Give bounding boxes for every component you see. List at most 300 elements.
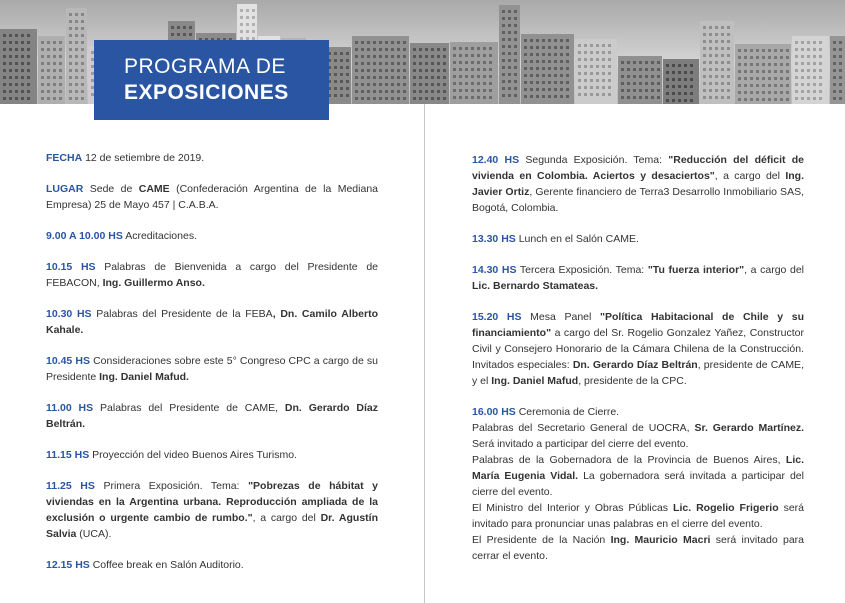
building-window (431, 48, 434, 51)
building-window (678, 78, 681, 81)
building-window (721, 26, 724, 29)
building-window (514, 80, 517, 83)
building-window (459, 89, 462, 92)
building-window (240, 9, 243, 12)
building-window (807, 90, 810, 93)
building-window (709, 54, 712, 57)
building-window (657, 82, 660, 85)
building-window (334, 80, 337, 83)
building-window (542, 95, 545, 98)
building-window (437, 97, 440, 100)
building-window (657, 75, 660, 78)
program-text: será invitado para pronunciar unas palabras en el cierre del evento. (472, 502, 805, 530)
building-window (684, 92, 687, 95)
building-window (465, 68, 468, 71)
building-window (813, 97, 816, 100)
building-window (608, 86, 611, 89)
program-time-label: 11.00 HS (46, 402, 94, 414)
building-window (489, 68, 492, 71)
building-window (75, 48, 78, 51)
building-window (9, 34, 12, 37)
building-window (391, 62, 394, 65)
building-window (602, 51, 605, 54)
building-window (762, 98, 765, 101)
building-window (738, 49, 741, 52)
building-window (240, 30, 243, 33)
building-window (542, 81, 545, 84)
building-window (721, 47, 724, 50)
building-window (839, 69, 842, 72)
building-window (738, 84, 741, 87)
building-window (786, 56, 789, 59)
program-text: Dn. Gerardo Díaz Beltrán (572, 359, 698, 371)
building-window (69, 20, 72, 23)
building-window (514, 59, 517, 62)
building-window (373, 76, 376, 79)
building-window (762, 49, 765, 52)
building-window (839, 41, 842, 44)
building-window (171, 33, 174, 36)
building-window (425, 90, 428, 93)
building-window (75, 27, 78, 30)
building-window (246, 9, 249, 12)
building-window (489, 75, 492, 78)
building-window (672, 78, 675, 81)
building-window (15, 90, 18, 93)
building-window (756, 84, 759, 87)
building-window (744, 49, 747, 52)
building-window (459, 75, 462, 78)
building-window (590, 51, 593, 54)
building-window (373, 48, 376, 51)
building-window (431, 76, 434, 79)
building-window (334, 52, 337, 55)
building-window (684, 64, 687, 67)
building-window (666, 71, 669, 74)
program-text: será invitado para cerrar el evento. (472, 534, 804, 562)
program-text: , Gerente financiero de Terra3 Desarrollo Inmobiliario SAS, Bogotá, Colombia. (472, 186, 804, 214)
building-window (709, 26, 712, 29)
building-window (9, 69, 12, 72)
title-line-1: PROGRAMA DE (124, 55, 286, 78)
building-window (807, 76, 810, 79)
building-window (53, 55, 56, 58)
building-window (53, 62, 56, 65)
building-window (795, 90, 798, 93)
building-window (715, 89, 718, 92)
building-window (397, 90, 400, 93)
building-window (477, 89, 480, 92)
building-window (391, 48, 394, 51)
building-window (385, 83, 388, 86)
building-window (738, 63, 741, 66)
building-window (413, 69, 416, 72)
building-window (524, 67, 527, 70)
building-window (738, 98, 741, 101)
building-window (703, 75, 706, 78)
building-window (502, 94, 505, 97)
program-time-label: 12.40 HS (472, 154, 520, 166)
building-window (530, 60, 533, 63)
building-window (373, 83, 376, 86)
building-window (768, 84, 771, 87)
program-text: Palabras del Presidente de la FEBA (91, 308, 273, 320)
building-window (672, 99, 675, 102)
building-window (502, 17, 505, 20)
building-window (590, 93, 593, 96)
building-window (453, 47, 456, 50)
building-window (15, 41, 18, 44)
building-window (762, 70, 765, 73)
building-window (666, 78, 669, 81)
building-window (542, 53, 545, 56)
building-window (554, 74, 557, 77)
program-text: Sede de (83, 183, 139, 195)
building-window (839, 55, 842, 58)
building-window (684, 85, 687, 88)
building-window (69, 76, 72, 79)
building-window (590, 65, 593, 68)
building-window (721, 61, 724, 64)
building-window (756, 98, 759, 101)
program-text: "Política Habitacional de Chile y su financiamiento" (472, 311, 805, 339)
building-window (477, 47, 480, 50)
building-window (780, 77, 783, 80)
building-window (645, 61, 648, 64)
building-window (27, 76, 30, 79)
building-window (780, 70, 783, 73)
building-window (690, 92, 693, 95)
building-window (639, 96, 642, 99)
program-text: Lunch en el Salón CAME. (515, 233, 639, 245)
building-window (41, 48, 44, 51)
building-window (413, 90, 416, 93)
building-window (801, 48, 804, 51)
building-window (627, 96, 630, 99)
building-window (361, 69, 364, 72)
building-window (833, 48, 836, 51)
building-window (819, 48, 822, 51)
building-window (15, 83, 18, 86)
building-window (69, 97, 72, 100)
building-window (715, 47, 718, 50)
building-window (483, 96, 486, 99)
building-window (744, 84, 747, 87)
building-window (727, 75, 730, 78)
building-window (554, 88, 557, 91)
building-window (715, 82, 718, 85)
building-window (807, 55, 810, 58)
building-window (483, 47, 486, 50)
program-item (472, 404, 804, 564)
building-window (367, 69, 370, 72)
building-window (596, 72, 599, 75)
building-window (361, 83, 364, 86)
building-window (47, 41, 50, 44)
building-window (391, 55, 394, 58)
program-title-box (94, 40, 329, 120)
building-window (41, 76, 44, 79)
building-window (721, 96, 724, 99)
building-window (721, 68, 724, 71)
building-window (690, 78, 693, 81)
building-window (750, 98, 753, 101)
building-window (548, 46, 551, 49)
building-window (27, 34, 30, 37)
building-window (666, 64, 669, 67)
building-window (584, 86, 587, 89)
building-window (524, 81, 527, 84)
building-window (403, 62, 406, 65)
building-window (590, 86, 593, 89)
building-window (177, 33, 180, 36)
building-window (443, 62, 446, 65)
building-window (391, 97, 394, 100)
building-window (602, 79, 605, 82)
building-window (542, 74, 545, 77)
building-window (340, 80, 343, 83)
building-window (459, 47, 462, 50)
building-window (443, 97, 446, 100)
building-window (75, 90, 78, 93)
building-window (554, 95, 557, 98)
building-window (437, 76, 440, 79)
building-window (397, 55, 400, 58)
building-window (465, 82, 468, 85)
building-window (554, 81, 557, 84)
building-window (373, 55, 376, 58)
building-window (639, 82, 642, 85)
building-window (41, 62, 44, 65)
building-window (425, 97, 428, 100)
building-window (27, 69, 30, 72)
building-window (602, 44, 605, 47)
building-window (608, 93, 611, 96)
building-window (21, 76, 24, 79)
building-window (346, 59, 349, 62)
building-window (801, 41, 804, 44)
building-window (15, 34, 18, 37)
building-window (744, 63, 747, 66)
program-time-label: FECHA (46, 152, 83, 164)
building-window (252, 9, 255, 12)
building-window (684, 99, 687, 102)
building-window (801, 69, 804, 72)
building-window (530, 46, 533, 49)
building-window (639, 75, 642, 78)
building-window (477, 68, 480, 71)
building-window (453, 68, 456, 71)
building-window (27, 97, 30, 100)
building-window (419, 97, 422, 100)
column-divider (424, 104, 425, 603)
building-window (508, 17, 511, 20)
building-window (807, 69, 810, 72)
building-window (502, 66, 505, 69)
building-window (15, 62, 18, 65)
building-window (373, 97, 376, 100)
program-item (46, 400, 378, 432)
building-window (59, 55, 62, 58)
building-window (786, 84, 789, 87)
program-text: Lic. María Eugenia Vidal. (472, 454, 804, 482)
building-window (3, 62, 6, 65)
building-window (385, 41, 388, 44)
building-window (189, 33, 192, 36)
building-window (744, 91, 747, 94)
building-window (419, 62, 422, 65)
building-window (355, 90, 358, 93)
building-window (657, 68, 660, 71)
building-window (59, 41, 62, 44)
building-window (59, 48, 62, 51)
building-window (813, 55, 816, 58)
building-window (15, 69, 18, 72)
building-window (813, 90, 816, 93)
building-window (678, 92, 681, 95)
program-text: Proyección del video Buenos Aires Turismo. (89, 449, 297, 461)
building-window (621, 89, 624, 92)
left-column (46, 150, 378, 588)
building-window (786, 49, 789, 52)
building-window (367, 97, 370, 100)
building-window (651, 61, 654, 64)
building-window (774, 98, 777, 101)
program-time-label: 11.15 HS (46, 449, 90, 461)
building-window (465, 75, 468, 78)
building-window (608, 79, 611, 82)
building-window (721, 82, 724, 85)
building-window (762, 91, 765, 94)
building-window (578, 58, 581, 61)
building-window (542, 67, 545, 70)
building-window (69, 13, 72, 16)
building-window (584, 72, 587, 75)
building-window (21, 83, 24, 86)
program-text: Palabras del Secretario General de UOCRA, (472, 422, 695, 434)
program-text: Coffee break en Salón Auditorio. (89, 559, 244, 571)
building-window (81, 83, 84, 86)
building-window (489, 96, 492, 99)
building-window (465, 89, 468, 92)
building-window (47, 76, 50, 79)
program-text: CAME (138, 183, 170, 195)
building-window (774, 77, 777, 80)
building-window (813, 69, 816, 72)
building-window (727, 61, 730, 64)
building-window (801, 55, 804, 58)
building-window (602, 65, 605, 68)
building-window (346, 80, 349, 83)
program-time-label: 10.30 HS (46, 308, 92, 320)
building-window (21, 90, 24, 93)
building-window (768, 49, 771, 52)
program-text: Sr. Gerardo Martínez. (694, 422, 804, 434)
building-window (514, 87, 517, 90)
building-window (839, 48, 842, 51)
building-window (715, 68, 718, 71)
building-window (639, 61, 642, 64)
program-text: "Tu fuerza interior" (647, 264, 745, 276)
building-window (536, 95, 539, 98)
building-window (483, 75, 486, 78)
building-window (81, 27, 84, 30)
building-window (431, 55, 434, 58)
building-window (703, 47, 706, 50)
building-window (813, 76, 816, 79)
building-window (419, 48, 422, 51)
building-window (651, 96, 654, 99)
building-window (566, 60, 569, 63)
building-window (361, 97, 364, 100)
building-window (367, 76, 370, 79)
building-window (41, 83, 44, 86)
building-window (560, 81, 563, 84)
building-window (672, 71, 675, 74)
building-window (9, 55, 12, 58)
building-window (81, 13, 84, 16)
building-window (346, 87, 349, 90)
building-window (240, 16, 243, 19)
building-window (59, 62, 62, 65)
building-window (508, 59, 511, 62)
building-window (548, 74, 551, 77)
building-window (554, 60, 557, 63)
building-window (391, 76, 394, 79)
building-window (542, 60, 545, 63)
building-window (437, 90, 440, 93)
building-window (833, 55, 836, 58)
building-window (819, 90, 822, 93)
program-item (46, 557, 378, 573)
building-window (709, 33, 712, 36)
building-window (780, 56, 783, 59)
program-text: , a cargo del (714, 170, 786, 182)
program-text: (Confederación Argentina de la Mediana Empresa) 25 de Mayo 457 | C.A.B.A. (46, 183, 378, 211)
building-window (566, 46, 569, 49)
building-window (355, 76, 358, 79)
building-window (391, 83, 394, 86)
building-window (786, 70, 789, 73)
building-window (81, 76, 84, 79)
building-window (715, 61, 718, 64)
building-window (768, 70, 771, 73)
building-window (721, 33, 724, 36)
building-window (548, 67, 551, 70)
program-text: Consideraciones sobre este 5° Congreso CPC a cargo de su Presidente (46, 355, 379, 383)
building-window (334, 87, 337, 90)
building-window (584, 93, 587, 96)
building-window (75, 55, 78, 58)
building-window (819, 76, 822, 79)
building-window (69, 41, 72, 44)
building-window (397, 48, 400, 51)
building-window (340, 66, 343, 69)
building-window (608, 65, 611, 68)
building-window (41, 90, 44, 93)
building-window (81, 41, 84, 44)
building-window (75, 13, 78, 16)
building-window (536, 81, 539, 84)
building-window (453, 54, 456, 57)
program-item (46, 259, 378, 291)
building-window (425, 76, 428, 79)
building-window (53, 97, 56, 100)
building-window (3, 90, 6, 93)
building-window (524, 88, 527, 91)
building-window (709, 82, 712, 85)
building-window (477, 96, 480, 99)
